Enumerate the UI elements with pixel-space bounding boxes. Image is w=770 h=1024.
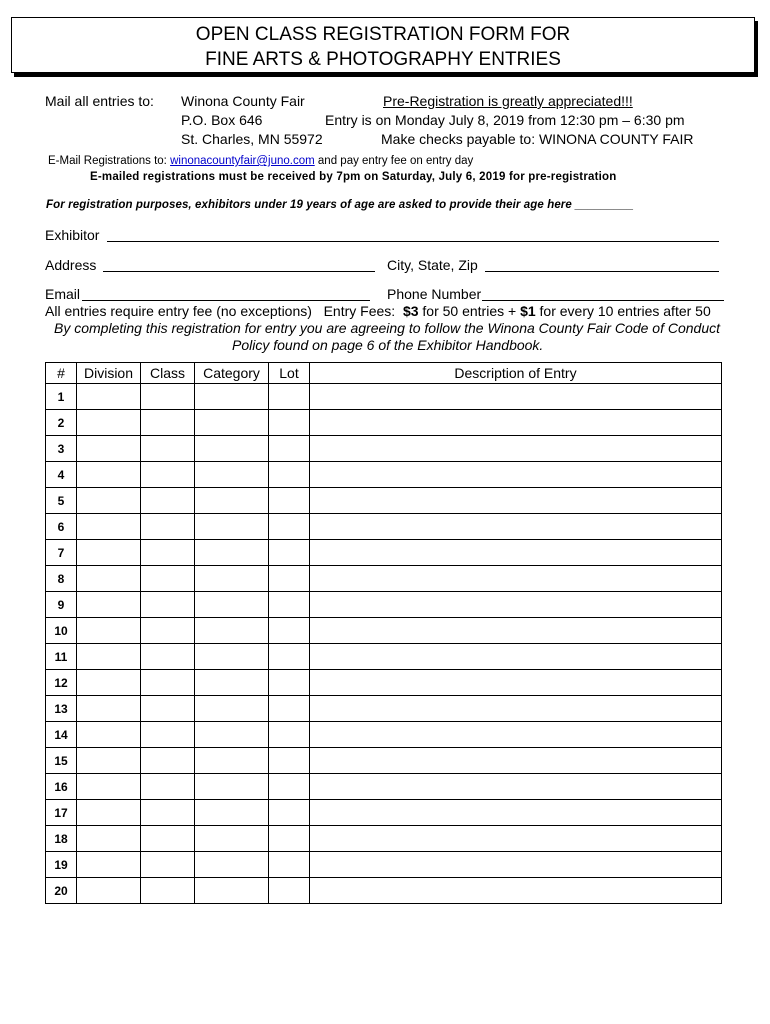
fees-mid: for 50 entries + (418, 303, 521, 319)
division-cell[interactable] (77, 618, 141, 644)
lot-cell[interactable] (269, 410, 310, 436)
entry-time-note: Entry is on Monday July 8, 2019 from 12:30 pm – 6:30 pm (325, 112, 685, 128)
class-cell[interactable] (141, 488, 195, 514)
division-cell[interactable] (77, 852, 141, 878)
description-cell[interactable] (310, 774, 722, 800)
lot-cell[interactable] (269, 566, 310, 592)
class-cell[interactable] (141, 852, 195, 878)
lot-cell[interactable] (269, 722, 310, 748)
city-state-zip-label: City, State, Zip (387, 257, 478, 273)
lot-cell[interactable] (269, 462, 310, 488)
row-number: 3 (46, 436, 77, 462)
row-number: 13 (46, 696, 77, 722)
category-cell[interactable] (195, 618, 269, 644)
email-registration-line (48, 155, 473, 167)
category-cell[interactable] (195, 800, 269, 826)
checks-note: Make checks payable to: WINONA COUNTY FAIR (381, 131, 694, 147)
table-row (46, 826, 722, 852)
entry-fees-note (45, 303, 711, 319)
lot-cell[interactable] (269, 592, 310, 618)
email-reg-suffix: and pay entry fee on entry day (314, 155, 474, 167)
division-cell[interactable] (77, 384, 141, 410)
category-cell[interactable] (195, 878, 269, 904)
row-number: 20 (46, 878, 77, 904)
category-cell[interactable] (195, 384, 269, 410)
lot-cell[interactable] (269, 826, 310, 852)
phone-label: Phone Number (387, 286, 482, 302)
email-reg-prefix: E-Mail Registrations to: (48, 155, 171, 167)
description-cell[interactable] (310, 826, 722, 852)
row-number: 11 (46, 644, 77, 670)
row-number: 8 (46, 566, 77, 592)
lot-cell[interactable] (269, 618, 310, 644)
table-row (46, 878, 722, 904)
header-class: Class (141, 363, 195, 384)
header-description: Description of Entry (310, 363, 722, 384)
category-cell[interactable] (195, 748, 269, 774)
header-lot: Lot (269, 363, 310, 384)
email-address-link[interactable]: winonacountyfair@juno.com (170, 155, 315, 167)
lot-cell[interactable] (269, 878, 310, 904)
description-cell[interactable] (310, 800, 722, 826)
title-line-2: FINE ARTS & PHOTOGRAPHY ENTRIES (205, 49, 561, 70)
table-row (46, 592, 722, 618)
lot-cell[interactable] (269, 852, 310, 878)
division-cell[interactable] (77, 644, 141, 670)
description-cell[interactable] (310, 722, 722, 748)
description-cell[interactable] (310, 748, 722, 774)
category-cell[interactable] (195, 644, 269, 670)
division-cell[interactable] (77, 800, 141, 826)
email-label: Email (45, 286, 81, 302)
category-cell[interactable] (195, 826, 269, 852)
description-cell[interactable] (310, 670, 722, 696)
class-cell[interactable] (141, 592, 195, 618)
table-row (46, 774, 722, 800)
row-number: 12 (46, 670, 77, 696)
category-cell[interactable] (195, 696, 269, 722)
row-number: 19 (46, 852, 77, 878)
age-note: For registration purposes, exhibitors under 19 years of age are asked to provide their age here _________ (46, 199, 634, 211)
table-row (46, 566, 722, 592)
lot-cell[interactable] (269, 384, 310, 410)
class-cell[interactable] (141, 566, 195, 592)
class-cell[interactable] (141, 540, 195, 566)
description-cell[interactable] (310, 514, 722, 540)
class-cell[interactable] (141, 800, 195, 826)
fee-amount-2: $1 (520, 303, 536, 319)
division-cell[interactable] (77, 410, 141, 436)
division-cell[interactable] (77, 722, 141, 748)
lot-cell[interactable] (269, 436, 310, 462)
row-number: 4 (46, 462, 77, 488)
table-row (46, 540, 722, 566)
table-row (46, 670, 722, 696)
division-cell[interactable] (77, 774, 141, 800)
mail-label: Mail all entries to: (45, 93, 154, 109)
category-cell[interactable] (195, 514, 269, 540)
description-cell[interactable] (310, 852, 722, 878)
lot-cell[interactable] (269, 670, 310, 696)
table-row (46, 410, 722, 436)
table-row (46, 514, 722, 540)
address-field[interactable] (103, 271, 375, 272)
city-state-zip-field[interactable] (485, 271, 719, 272)
mail-box: P.O. Box 646 (181, 112, 263, 128)
email-field[interactable] (82, 300, 370, 301)
class-cell[interactable] (141, 878, 195, 904)
address-label: Address (45, 257, 97, 273)
class-cell[interactable] (141, 514, 195, 540)
row-number: 7 (46, 540, 77, 566)
division-cell[interactable] (77, 566, 141, 592)
email-deadline: E-mailed registrations must be received by 7pm on Saturday, July 6, 2019 for pre-registration (90, 171, 617, 183)
table-row (46, 748, 722, 774)
class-cell[interactable] (141, 436, 195, 462)
prereg-note: Pre-Registration is greatly appreciated!!! (383, 93, 633, 109)
description-cell[interactable] (310, 696, 722, 722)
division-cell[interactable] (77, 878, 141, 904)
table-row (46, 618, 722, 644)
class-cell[interactable] (141, 774, 195, 800)
division-cell[interactable] (77, 670, 141, 696)
lot-cell[interactable] (269, 540, 310, 566)
division-cell[interactable] (77, 462, 141, 488)
class-cell[interactable] (141, 618, 195, 644)
agreement-line-2: Policy found on page 6 of the Exhibitor Handbook. (232, 337, 544, 353)
title-line-1: OPEN CLASS REGISTRATION FORM FOR (195, 24, 571, 45)
class-cell[interactable] (141, 670, 195, 696)
exhibitor-field[interactable] (107, 241, 719, 242)
description-cell[interactable] (310, 462, 722, 488)
description-cell[interactable] (310, 878, 722, 904)
exhibitor-label: Exhibitor (45, 227, 100, 243)
class-cell[interactable] (141, 644, 195, 670)
row-number: 10 (46, 618, 77, 644)
header-number: # (46, 363, 77, 384)
lot-cell[interactable] (269, 696, 310, 722)
lot-cell[interactable] (269, 748, 310, 774)
table-row (46, 488, 722, 514)
category-cell[interactable] (195, 670, 269, 696)
class-cell[interactable] (141, 696, 195, 722)
table-header-row (46, 363, 722, 384)
table-row (46, 696, 722, 722)
category-cell[interactable] (195, 540, 269, 566)
description-cell[interactable] (310, 436, 722, 462)
mail-city: St. Charles, MN 55972 (181, 131, 323, 147)
row-number: 9 (46, 592, 77, 618)
category-cell[interactable] (195, 592, 269, 618)
header-division: Division (77, 363, 141, 384)
row-number: 6 (46, 514, 77, 540)
mail-name: Winona County Fair (181, 93, 305, 109)
row-number: 2 (46, 410, 77, 436)
division-cell[interactable] (77, 826, 141, 852)
table-row (46, 436, 722, 462)
category-cell[interactable] (195, 436, 269, 462)
table-row (46, 852, 722, 878)
header-category: Category (195, 363, 269, 384)
description-cell[interactable] (310, 410, 722, 436)
description-cell[interactable] (310, 618, 722, 644)
fees-suffix: for every 10 entries after 50 (535, 303, 711, 319)
division-cell[interactable] (77, 748, 141, 774)
row-number: 14 (46, 722, 77, 748)
category-cell[interactable] (195, 566, 269, 592)
row-number: 15 (46, 748, 77, 774)
table-row (46, 384, 722, 410)
form-title (11, 17, 755, 73)
category-cell[interactable] (195, 852, 269, 878)
lot-cell[interactable] (269, 514, 310, 540)
category-cell[interactable] (195, 462, 269, 488)
row-number: 17 (46, 800, 77, 826)
class-cell[interactable] (141, 748, 195, 774)
category-cell[interactable] (195, 774, 269, 800)
class-cell[interactable] (141, 722, 195, 748)
division-cell[interactable] (77, 540, 141, 566)
entries-table (45, 362, 722, 904)
row-number: 18 (46, 826, 77, 852)
division-cell[interactable] (77, 436, 141, 462)
class-cell[interactable] (141, 384, 195, 410)
division-cell[interactable] (77, 696, 141, 722)
division-cell[interactable] (77, 592, 141, 618)
division-cell[interactable] (77, 488, 141, 514)
description-cell[interactable] (310, 384, 722, 410)
description-cell[interactable] (310, 488, 722, 514)
row-number: 16 (46, 774, 77, 800)
class-cell[interactable] (141, 410, 195, 436)
row-number: 1 (46, 384, 77, 410)
table-row (46, 462, 722, 488)
lot-cell[interactable] (269, 800, 310, 826)
row-number: 5 (46, 488, 77, 514)
category-cell[interactable] (195, 722, 269, 748)
category-cell[interactable] (195, 410, 269, 436)
table-row (46, 722, 722, 748)
lot-cell[interactable] (269, 644, 310, 670)
table-row (46, 644, 722, 670)
description-cell[interactable] (310, 644, 722, 670)
division-cell[interactable] (77, 514, 141, 540)
lot-cell[interactable] (269, 774, 310, 800)
table-row (46, 800, 722, 826)
class-cell[interactable] (141, 462, 195, 488)
agreement-line-1: By completing this registration for entry you are agreeing to follow the Winona County Fair Code of Conduct (54, 320, 720, 336)
phone-field[interactable] (482, 300, 724, 301)
description-cell[interactable] (310, 540, 722, 566)
category-cell[interactable] (195, 488, 269, 514)
fees-prefix: All entries require entry fee (no exceptions) Entry Fees: (45, 303, 403, 319)
fee-amount-1: $3 (402, 303, 419, 319)
class-cell[interactable] (141, 826, 195, 852)
description-cell[interactable] (310, 592, 722, 618)
description-cell[interactable] (310, 566, 722, 592)
lot-cell[interactable] (269, 488, 310, 514)
